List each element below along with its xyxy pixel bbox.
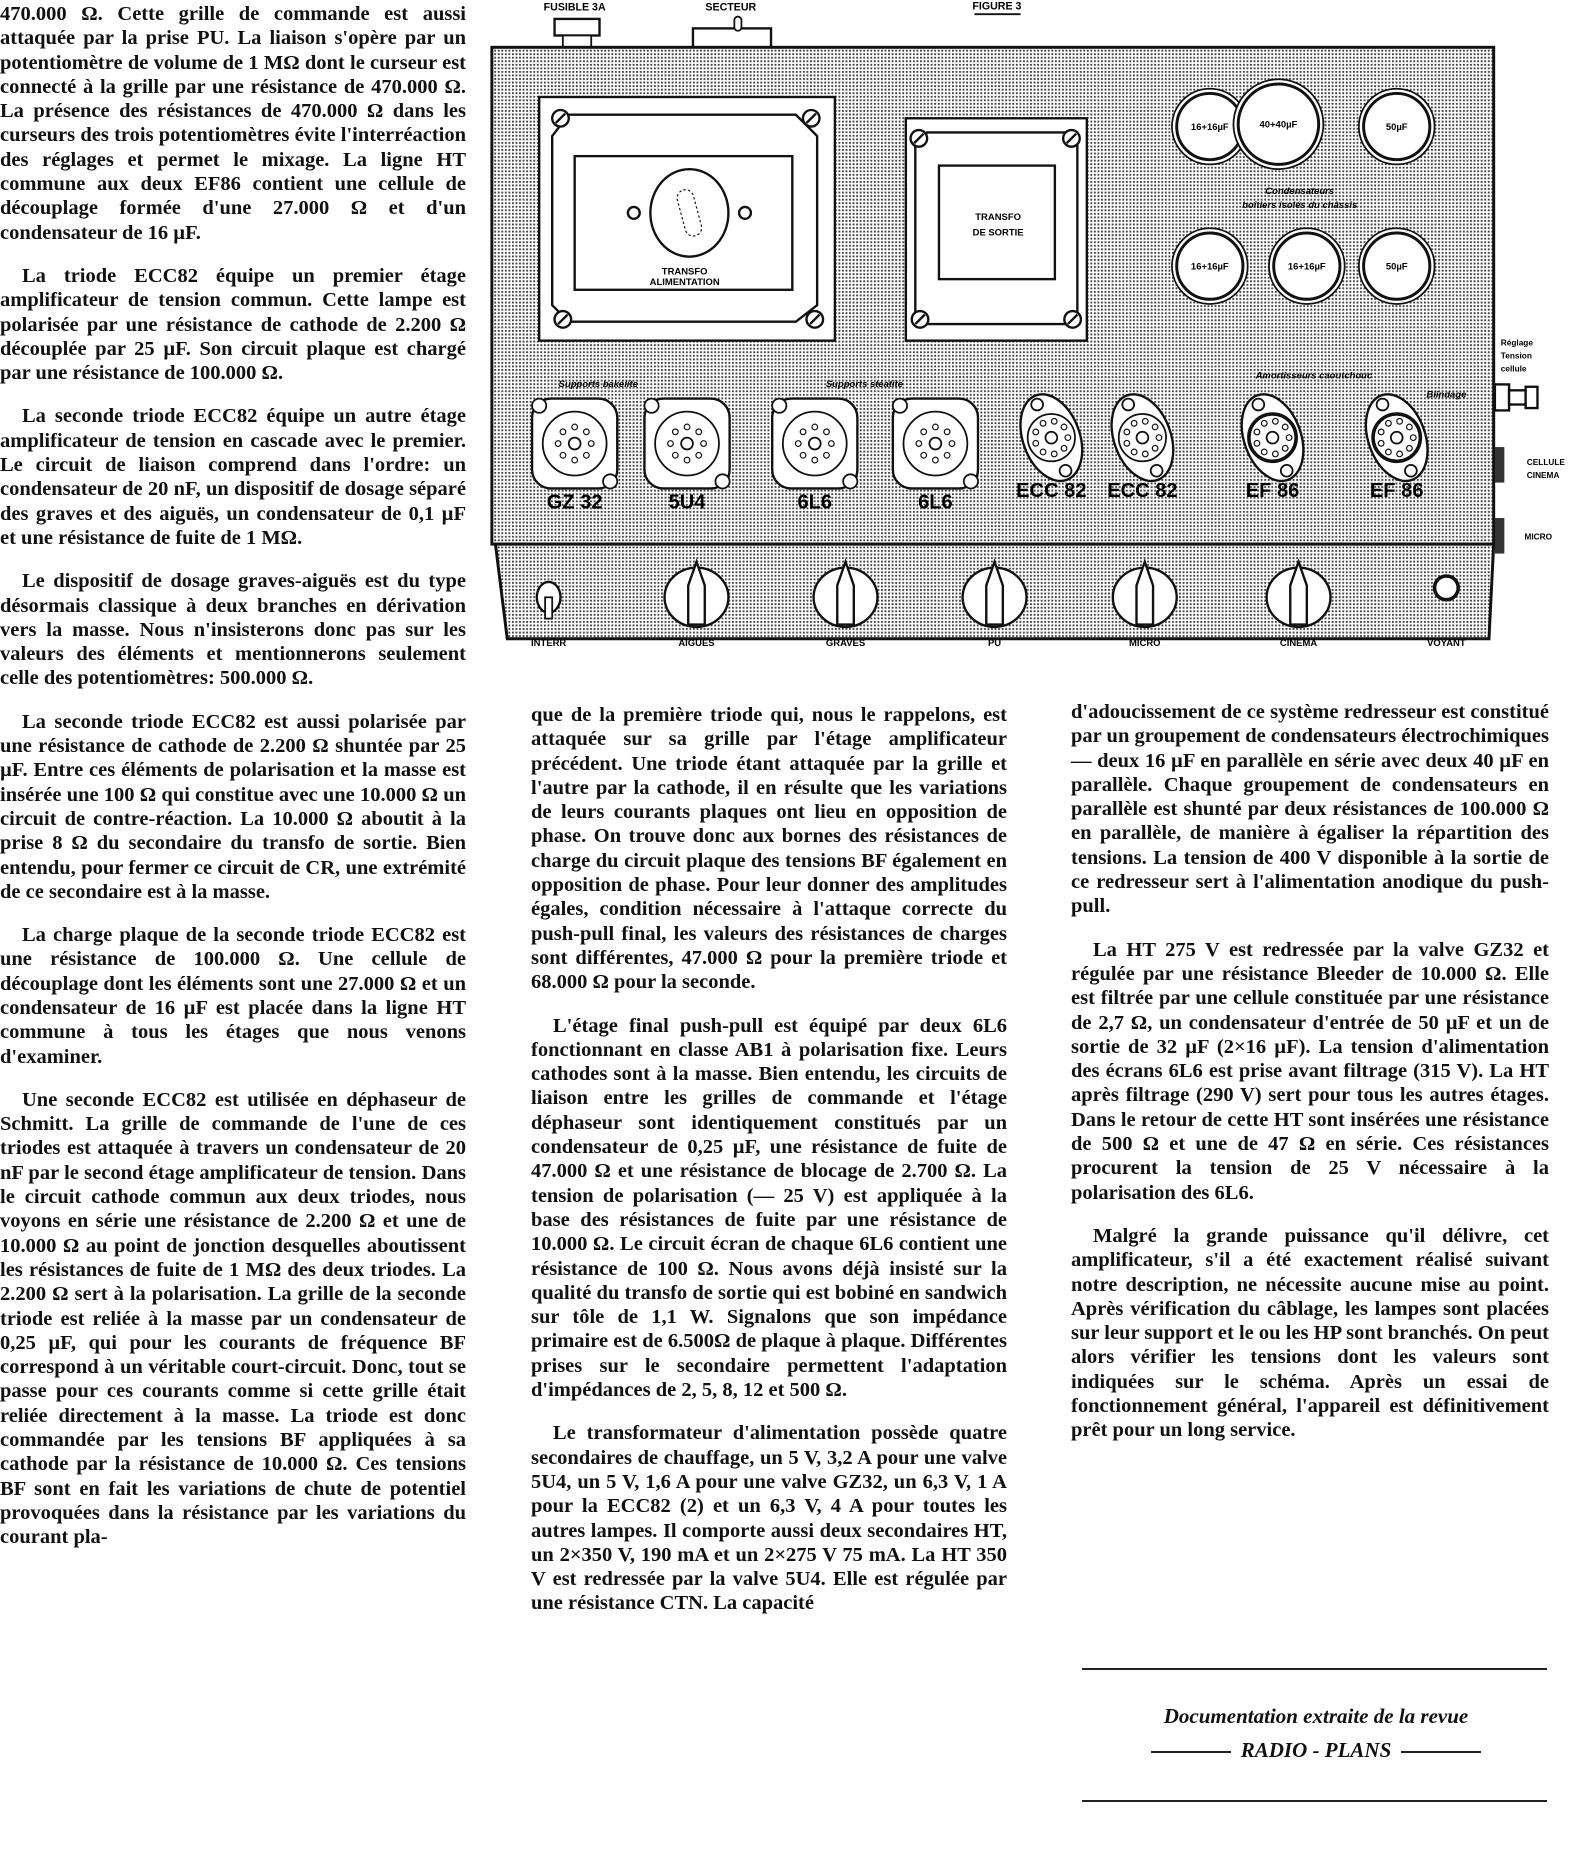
tube-label: EF 86: [1369, 479, 1424, 502]
capacitor: [1359, 228, 1435, 304]
screw-icon: [1064, 311, 1081, 328]
control-label: AIGUËS: [678, 637, 715, 649]
capacitor-label: 16+16µF: [1190, 261, 1229, 273]
cell-adjust-label: Réglage: [1500, 338, 1533, 348]
capacitor-label: 16+16µF: [1287, 261, 1326, 273]
credit-line: Documentation extraite de la revue: [1163, 1704, 1469, 1728]
right-column: [1071, 700, 1549, 1462]
paragraph: La charge plaque de la seconde triode ECC82 est une résistance de 100.000 Ω. Une cellule de découplage dont les éléments sont une 27.000 Ω et un condensateur de 16 µF est placée dans la ligne HT commune à tous les étages que nous venons d'examiner.: [0, 924, 466, 1068]
control-label: CINEMA: [1279, 637, 1318, 649]
paragraph: Malgré la grande puissance qu'il délivre, cet amplificateur, s'il a été exactement réalisé suivant notre description, ne nécessite aucune mise au point. Après vérification du câblage, les lampes sont placées sur leur support et le ou les HP sont branchés. On peut alors vérifier les tensions dont les valeurs sont indiquées sur le schéma. Après un essai de fonctionnement général, l'appareil est définitivement prêt pour un long service.: [1071, 1224, 1549, 1442]
power-transformer-label: TRANSFO: [661, 266, 708, 278]
control-label: INTERR: [531, 637, 567, 649]
tube-label: ECC 82: [1016, 479, 1087, 502]
shield-label: Blindage: [1426, 389, 1467, 401]
control-label: VOYANT: [1427, 637, 1466, 649]
screw-icon: [803, 110, 820, 127]
divider: [1082, 1668, 1547, 1670]
screw-icon: [911, 130, 928, 147]
capacitor: [1172, 228, 1248, 304]
fuse-holder: [555, 19, 600, 36]
tube-label: 6L6: [918, 491, 953, 514]
capacitor-label: 50µF: [1385, 122, 1408, 134]
screw-icon: [552, 110, 569, 127]
paragraph: La triode ECC82 équipe un premier étage amplificateur de tension commun. Cette lampe est polarisée par une résistance de cathode de 2.200 Ω découplée par 25 µF. Son circuit plaque est chargé par une résistance de 100.000 Ω.: [0, 264, 466, 385]
paragraph: L'étage final push-pull est équipé par deux 6L6 fonctionnant en classe AB1 à polarisation fixe. Leurs cathodes sont à la masse. Bien entendu, les circuits de liaison entre les grilles de commande et l'étage déphaseur sont identiquement constitués par un condensateur de 0,25 µF, une résistance de fuite de 47.000 Ω et une résistance de blocage de 2.700 Ω. La tension de polarisation (— 25 V) est appliquée à la base des résistances de fuite par une résistance de 10.000 Ω. Le circuit écran de chaque 6L6 contient une résistance de 100 Ω. Nous avons déjà insisté sur la qualité du transfo de sortie qui est bobiné en sandwich sur tôle de 1,1 W. Signalons que son impédance primaire est de 6.500Ω de plaque à plaque. Différentes prises sur le secondaire permettent l'adaptation d'impédances de 2, 5, 8, 12 et 500 Ω.: [531, 1014, 1007, 1402]
capacitor-label: 50µF: [1385, 261, 1408, 273]
screw-icon: [555, 311, 572, 328]
capacitors-note: Condensateurs: [1265, 185, 1335, 197]
capacitor: [1233, 79, 1323, 169]
output-transformer-label: TRANSFO: [975, 212, 1021, 223]
output-transformer-label: DE SORTIE: [972, 227, 1024, 239]
paragraph: Une seconde ECC82 est utilisée en déphaseur de Schmitt. La grille de commande de l'une de ces triodes est attaquée à travers un condensateur de 20 nF par le second étage amplificateur de tension. Dans le circuit cathode commun aux deux triodes, nous voyons en série une résistance de 2.200 Ω et une de 10.000 Ω au point de jonction desquelles aboutissent les résistances de fuite de 1 MΩ des deux triodes. La 2.200 Ω sert à la polarisation. La grille de la seconde triode est reliée à la masse par un condensateur de 0,25 µF, qui pour les courants de fréquence BF correspond à un véritable court-circuit. Donc, tout se passe pour ces courants comme si cette grille était reliée directement à la masse. La triode est donc commandée par les tensions BF appliquées à sa cathode par la résistance de 10.000 Ω. Ces tensions BF sont en fait les variations de chute de potentiel provoquées dans la résistance par les variations du courant pla-: [0, 1088, 466, 1549]
mains-switch: [693, 28, 771, 47]
paragraph: La HT 275 V est redressée par la valve GZ32 et régulée par une résistance Bleeder de 10.000 Ω. Elle est filtrée par une cellule constituée par une résistance de 2,7 Ω, un condensateur d'entrée de 50 µF et un de sortie de 32 µF (2×16 µF). La tension d'alimentation des écrans 6L6 est prise avant filtrage (315 V). La HT après filtrage (290 V) sert pour tous les autres étages. Dans le retour de cette HT sont insérées une résistance de 500 Ω et une de 47 Ω en série. Ces résistances procurent la tension de 25 V nécessaire à la polarisation des 6L6.: [1071, 938, 1549, 1204]
screw-icon: [912, 311, 929, 328]
tube-label: GZ 32: [546, 491, 603, 514]
paragraph: que de la première triode qui, nous le rappelons, est attaquée sur sa grille par l'étage amplificateur précédent. Une triode étant attaquée par la grille et l'autre par la cathode, il en résulte que les variations de leurs courants plaques ont lieu en opposition de phase. On trouve donc aux bornes des résistances de charge du circuit plaque des tensions BF également en opposition de phase. Pour leur donner des amplitudes égales, condition nécessaire à l'attaque correcte du push-pull final, les valeurs des résistances de charges sont différentes, 47.000 Ω pour la première triode et 68.000 Ω pour la seconde.: [531, 704, 1007, 994]
middle-column: [531, 703, 1007, 1635]
supports-steatite-label: Supports stéatite: [825, 378, 904, 390]
fuse-label: FUSIBLE 3A: [543, 1, 606, 14]
paragraph: Le dispositif de dosage graves-aiguës est du type désormais classique à deux branches en dérivation vers la masse. Nous n'insisterons donc pas sur les valeurs des éléments et mentionnerons seulement celle des potentiomètres: 500.000 Ω.: [0, 570, 466, 690]
capacitor: [1269, 228, 1345, 304]
screw-icon: [806, 311, 823, 328]
cell-cinema-label: CINEMA: [1526, 470, 1560, 480]
cell-cinema-label: CELLULE: [1526, 457, 1565, 467]
paragraph: La seconde triode ECC82 est aussi polarisée par une résistance de cathode de 2.200 Ω shuntée par 25 µF. Entre ces éléments de polarisation et la masse est insérée une 100 Ω qui constitue avec une 10.000 Ω un circuit de contre-réaction. La 10.000 Ω aboutit à la prise 8 Ω du secondaire du transfo de sortie. Bien entendu, pour fermer ce circuit de CR, une extrémité de ce secondaire est à la masse.: [0, 710, 466, 903]
paragraph: La seconde triode ECC82 équipe un autre étage amplificateur de tension en cascade avec le premier. Le circuit de liaison comprend dans l'ordre: un condensateur de 20 nF, un dispositif de dosage séparé des graves et des aiguës, un condensateur de 0,1 µF et une résistance de fuite de 1 MΩ.: [0, 405, 466, 549]
control-label: MICRO: [1129, 637, 1161, 649]
power-transformer: [539, 97, 835, 341]
paragraph: d'adoucissement de ce système redresseur est constitué par un groupement de condensateurs électrochimiques — deux 16 µF en parallèle en série avec deux 40 µF en parallèle. Chaque groupement de condensateurs en parallèle est shunté par deux résistances de 100.000 Ω en parallèle, de manière à égaliser la répartition des tensions. La tension de 400 V disponible à la sortie de ce redresseur sert à l'alimentation anodique du push-pull.: [1071, 701, 1549, 918]
screw-icon: [1063, 130, 1080, 147]
cell-adjust-potentiometer: [1495, 384, 1538, 410]
figure-title: FIGURE 3: [972, 0, 1022, 13]
cell-cinema-jack: [1495, 447, 1504, 482]
micro-jack: [1495, 518, 1504, 553]
capacitor-label: 16+16µF: [1190, 122, 1229, 134]
mains-label: SECTEUR: [705, 1, 757, 14]
tube-label: EF 86: [1245, 479, 1300, 502]
cell-adjust-label: cellule: [1500, 364, 1527, 374]
control-label: GRAVES: [825, 637, 866, 649]
cell-adjust-label: Tension: [1500, 351, 1532, 361]
micro-jack-label: MICRO: [1524, 532, 1553, 542]
output-transformer: [906, 118, 1087, 340]
control-label: PU: [987, 637, 1002, 649]
paragraph: Le transformateur d'alimentation possède quatre secondaires de chauffage, un 5 V, 3,2 A pour une valve 5U4, un 5 V, 1,6 A pour une valve GZ32, un 6,3 V, 1 A pour la ECC82 (2) et un 6,3 V, 4 A pour toutes les autres lampes. Il comporte aussi deux secondaires HT, un 2×350 V, 190 mA et un 2×275 V 75 mA. La HT 350 V est redressée par la valve 5U4. Elle est régulée par une résistance CTN. La capacité: [531, 1422, 1007, 1615]
paragraph: 470.000 Ω. Cette grille de commande est aussi attaquée par la prise PU. La liaison s'opère par un potentiomètre de volume de 1 MΩ dont le curseur est connecté à la grille par une résistance de 470.000 Ω. La présence des résistances de 470.000 Ω dans les curseurs des trois potentiomètres évite l'interréaction des réglages et permet le mixage. La ligne HT commune aux deux EF86 contient une cellule de découplage formée d'une 27.000 Ω et d'un condensateur de 16 µF.: [0, 3, 466, 244]
divider: [1082, 1800, 1547, 1802]
supports-bakelite-label: Supports bakélite: [558, 378, 638, 390]
credit-source: [1071, 1738, 1561, 1763]
capacitor-label: 40+40µF: [1259, 119, 1298, 131]
tube-label: 5U4: [668, 491, 706, 514]
capacitor: [1359, 89, 1435, 165]
capacitors-note: boîtiers isolés du châssis: [1242, 200, 1358, 212]
left-column: [0, 2, 466, 1569]
chassis-figure: [480, 0, 1586, 660]
shock-mounts-label: Amortisseurs caoutchouc: [1255, 370, 1373, 382]
power-transformer-label: ALIMENTATION: [649, 277, 720, 289]
tube-label: ECC 82: [1107, 479, 1178, 502]
magazine-name: RADIO - PLANS: [1240, 1738, 1392, 1762]
tube-label: 6L6: [797, 491, 833, 514]
